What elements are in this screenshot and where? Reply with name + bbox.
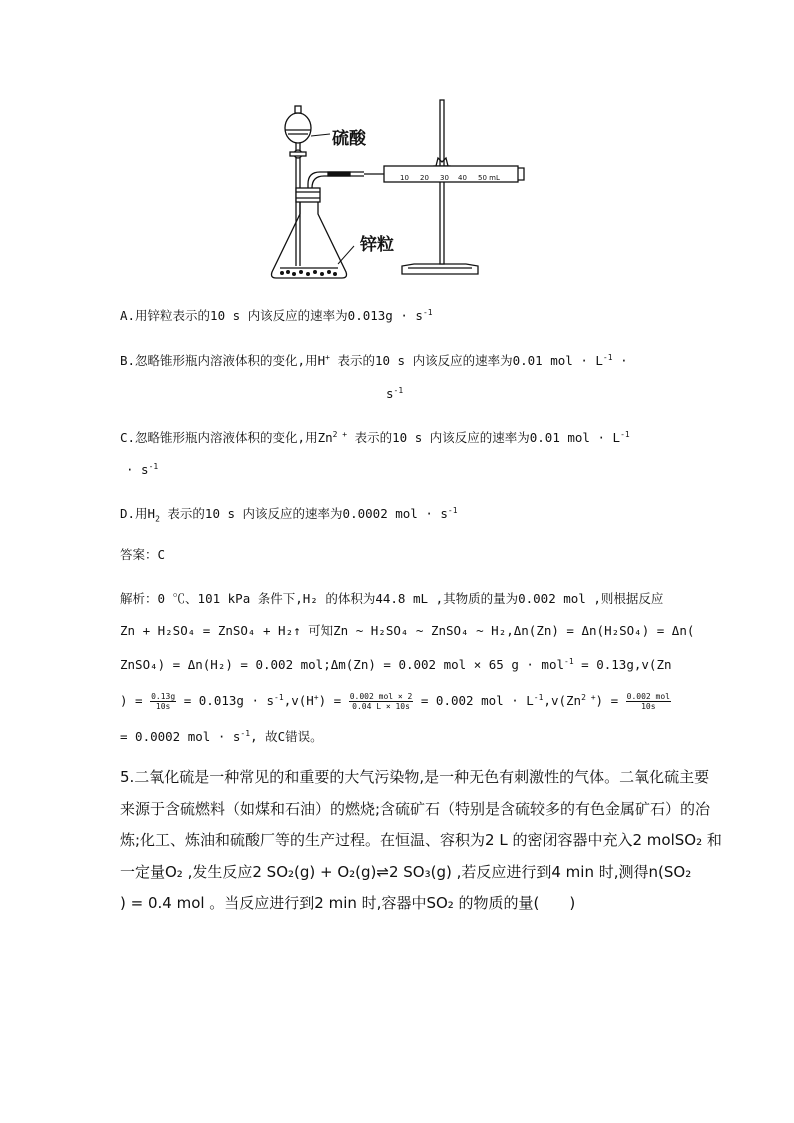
option-b-line2 bbox=[386, 383, 403, 402]
analysis-l5a: = 0.0002 mol · s bbox=[120, 729, 241, 745]
option-d bbox=[120, 503, 458, 528]
fraction-2-num: 0.002 mol × 2 bbox=[349, 692, 413, 702]
fraction-1 bbox=[150, 692, 176, 711]
option-d-text2: 表示的10 s 内该反应的速率为0.0002 mol · s bbox=[159, 506, 448, 522]
analysis-l5sup: -1 bbox=[240, 729, 251, 738]
analysis-l3b: = 0.13g,v(Zn bbox=[573, 657, 672, 673]
analysis-l4d: ) = bbox=[318, 693, 342, 709]
analysis-line-5 bbox=[120, 726, 323, 745]
option-c-text1: C.忽略锥形瓶内溶液体积的变化,用Zn bbox=[120, 430, 333, 446]
scale-30: 30 bbox=[440, 174, 449, 182]
option-a-sup: -1 bbox=[422, 308, 433, 317]
analysis-l4e: = 0.002 mol · L bbox=[413, 693, 534, 709]
fraction-3-num: 0.002 mol bbox=[626, 692, 670, 702]
question5-line-2: 来源于含硫燃料（如煤和石油）的燃烧;含硫矿石（特别是含硫较多的有色金属矿石）的冶 bbox=[120, 800, 711, 818]
option-a-text: A.用锌粒表示的10 s 内该反应的速率为0.013g · s bbox=[120, 308, 423, 324]
option-d-sub: 2 bbox=[155, 514, 160, 524]
analysis-l4g: ) = bbox=[595, 693, 619, 709]
option-b-text3: · bbox=[612, 353, 628, 369]
option-c-text2: 表示的10 s 内该反应的速率为0.01 mol · L bbox=[347, 430, 621, 446]
analysis-l4sup4: 2 + bbox=[581, 693, 596, 702]
analysis-l4c: ,v(H bbox=[283, 693, 314, 709]
option-b-sup1: + bbox=[325, 353, 330, 362]
analysis-l4sup2: + bbox=[313, 693, 319, 702]
analysis-line-2: Zn + H₂SO₄ = ZnSO₄ + H₂↑ 可知Zn ~ H₂SO₄ ~ ZnSO₄ ~ H₂,Δn(Zn) = Δn(H₂SO₄) = Δn( bbox=[120, 623, 695, 638]
option-b-text2: 表示的10 s 内该反应的速率为0.01 mol · L bbox=[329, 353, 603, 369]
fraction-2-den: 0.04 L × 10s bbox=[352, 702, 410, 712]
question5-line-3: 炼;化工、炼油和硫酸厂等的生产过程。在恒温、容积为2 L 的密闭容器中充入2 molSO₂ 和 bbox=[120, 831, 722, 849]
analysis-l3a: ZnSO₄) = Δn(H₂) = 0.002 mol;Δm(Zn) = 0.002 mol × 65 g · mol bbox=[120, 657, 565, 673]
analysis-l4a: ) = bbox=[120, 693, 143, 709]
scale-40: 40 bbox=[458, 174, 467, 182]
analysis-l4f: ,v(Zn bbox=[543, 693, 582, 709]
fraction-3 bbox=[626, 692, 671, 711]
question5-line-1: 5.二氧化硫是一种常见的和重要的大气污染物,是一种无色有刺激性的气体。二氧化硫主要 bbox=[120, 768, 710, 786]
analysis-line-3 bbox=[120, 654, 672, 673]
option-c-sup1: 2 + bbox=[332, 430, 348, 439]
option-b-line2-text: s bbox=[386, 386, 394, 402]
fraction-2 bbox=[349, 692, 414, 711]
option-c-line2 bbox=[126, 459, 158, 478]
option-b-sup2: -1 bbox=[602, 353, 613, 362]
analysis-l4sup3: -1 bbox=[533, 693, 544, 702]
fraction-1-num: 0.13g bbox=[151, 692, 176, 702]
option-d-text1: D.用H bbox=[120, 506, 156, 522]
scale-50: 50 mL bbox=[478, 174, 500, 182]
option-c-line2-text: · s bbox=[126, 462, 149, 478]
option-c bbox=[120, 427, 630, 446]
option-d-sup: -1 bbox=[447, 506, 458, 515]
apparatus-figure bbox=[268, 96, 528, 282]
scale-10: 10 bbox=[400, 174, 409, 182]
fraction-1-den: 10s bbox=[155, 702, 171, 712]
analysis-line-4 bbox=[120, 685, 671, 714]
analysis-l5b: , 故C错误。 bbox=[250, 729, 323, 745]
scale-20: 20 bbox=[420, 174, 429, 182]
fraction-3-den: 10s bbox=[641, 702, 656, 712]
option-c-sup3: -1 bbox=[148, 462, 159, 471]
question5-line-5: ) = 0.4 mol 。当反应进行到2 min 时,容器中SO₂ 的物质的量( ) bbox=[120, 894, 576, 912]
option-c-sup2: -1 bbox=[620, 430, 630, 439]
analysis-l3sup: -1 bbox=[564, 657, 574, 666]
zinc-label: 锌粒 bbox=[360, 235, 394, 255]
option-a bbox=[120, 305, 433, 324]
analysis-l4sup1: -1 bbox=[274, 693, 284, 702]
analysis-l4b: = 0.013g · s bbox=[176, 693, 275, 709]
question5-line-4: 一定量O₂ ,发生反应2 SO₂(g) + O₂(g)⇌2 SO₃(g) ,若反应进行到4 min 时,测得n(SO₂ bbox=[120, 863, 692, 881]
option-b-sup3: -1 bbox=[393, 386, 404, 395]
answer: 答案：C bbox=[120, 547, 166, 562]
option-b bbox=[120, 350, 628, 369]
option-b-text1: B.忽略锥形瓶内溶液体积的变化,用H bbox=[120, 353, 326, 369]
acid-label: 硫酸 bbox=[332, 129, 366, 149]
analysis-line-1: 解析：0 ℃、101 kPa 条件下,H₂ 的体积为44.8 mL ,其物质的量为0.002 mol ,则根据反应 bbox=[120, 591, 664, 606]
